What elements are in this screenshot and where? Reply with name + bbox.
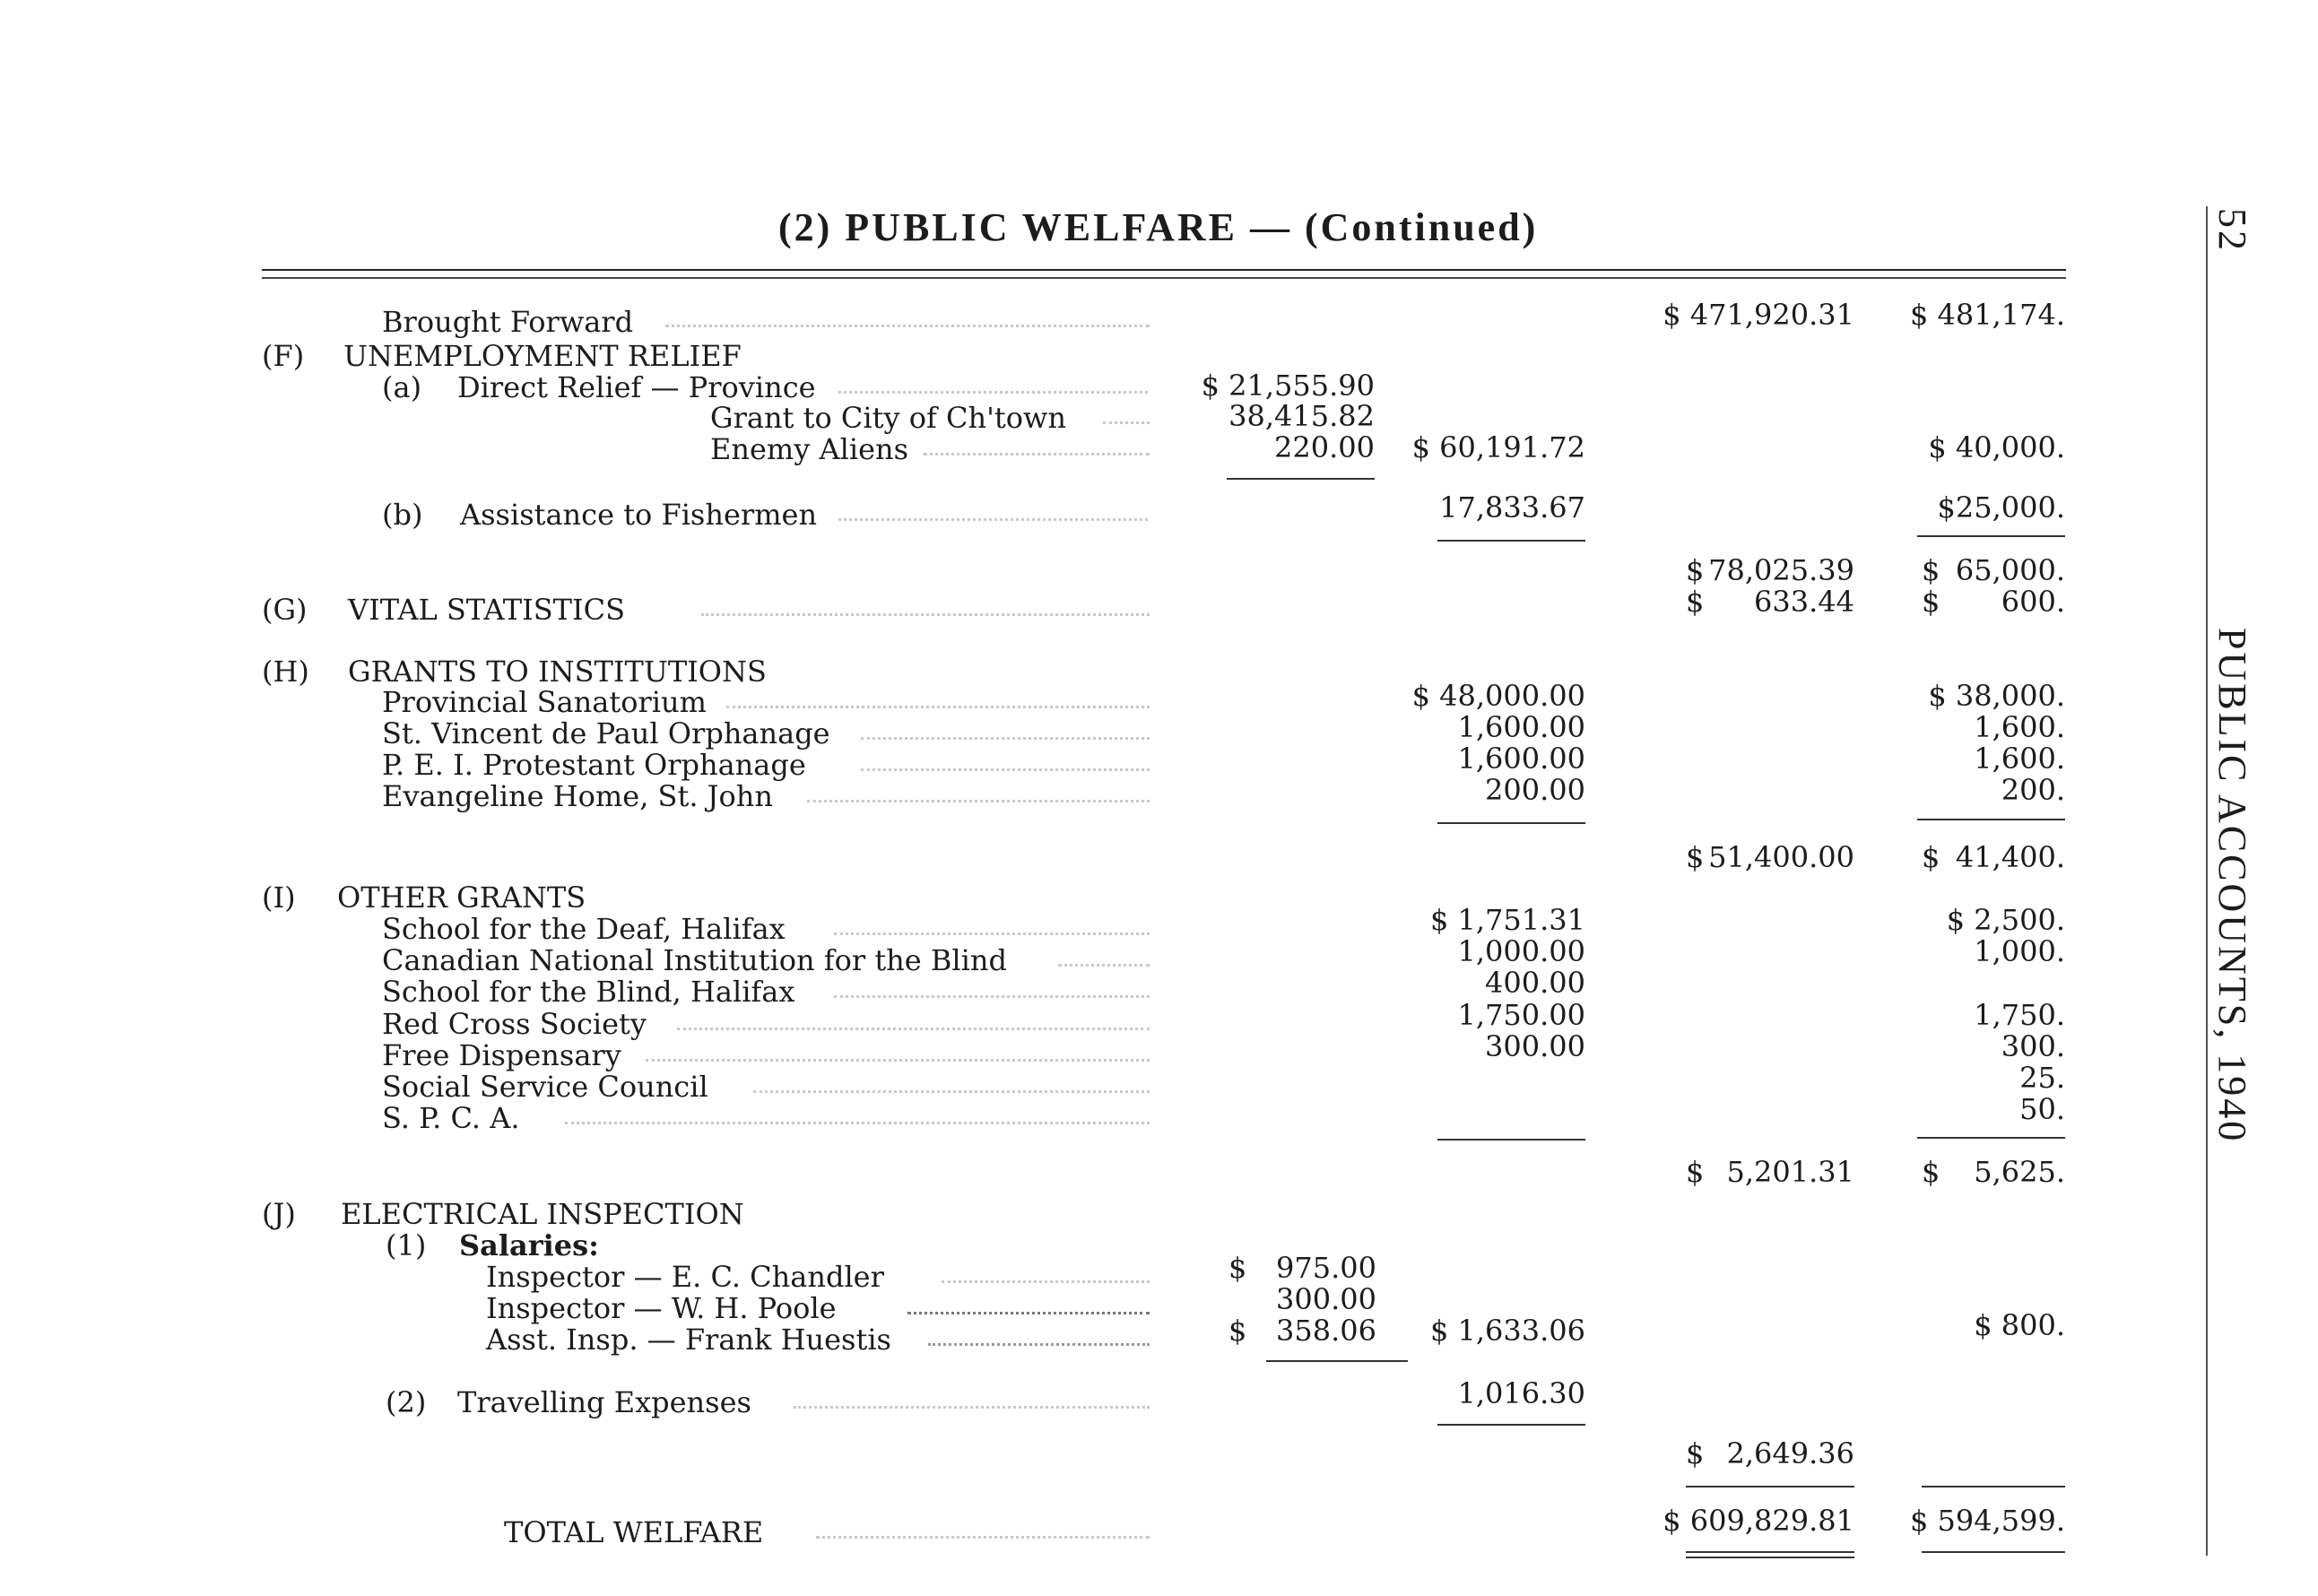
subtotal-rule: [1227, 478, 1375, 480]
section-f-a-letter: (a): [382, 370, 422, 404]
section-j-letter: (J): [262, 1197, 296, 1231]
salaries-number: (1): [386, 1228, 427, 1262]
total-rule: [1686, 1557, 1854, 1558]
section-h-estimate: 41,400.: [1955, 840, 2065, 874]
fishermen-amount: 17,833.67: [1439, 490, 1585, 525]
page-number: 52: [2210, 208, 2254, 253]
section-f-b-letter: (b): [382, 498, 423, 532]
list-item-label: School for the Deaf, Halifax: [382, 912, 786, 946]
enemy-aliens-label: Enemy Aliens: [710, 432, 909, 466]
section-i-heading: OTHER GRANTS: [337, 880, 586, 915]
leader-dots: [861, 737, 1150, 740]
total-welfare-amount: $ 609,829.81: [1663, 1504, 1854, 1538]
list-item-label: Inspector — E. C. Chandler: [486, 1260, 884, 1294]
section-g-dollar: $: [1686, 585, 1705, 619]
list-item-estimate: 1,750.: [1974, 998, 2065, 1032]
list-item-estimate: 300.: [2001, 1029, 2065, 1063]
leader-dots: [794, 1406, 1150, 1409]
fishermen-estimate: $25,000.: [1937, 490, 2065, 525]
direct-relief-subtotal: $ 60,191.72: [1411, 430, 1585, 464]
section-i-total-dollar: $: [1686, 1155, 1705, 1189]
leader-dots: [924, 453, 1150, 455]
leader-dots: [834, 995, 1150, 998]
list-item-estimate: 1,600.: [1974, 710, 2065, 744]
subtotal-rule: [1266, 1360, 1408, 1362]
total-rule: [1922, 1486, 2065, 1488]
header-rule-top: [262, 269, 2066, 271]
list-item-amount: 300.00: [1276, 1282, 1376, 1316]
list-item-amount: 200.00: [1485, 773, 1585, 807]
section-h-letter: (H): [262, 655, 309, 689]
total-rule: [1686, 1486, 1854, 1488]
list-item-label: Provincial Sanatorium: [382, 685, 707, 719]
page-title: (2) PUBLIC WELFARE — (Continued): [778, 205, 1539, 249]
subtotal-rule: [1917, 819, 2065, 820]
section-f-estimate: 65,000.: [1955, 553, 2065, 587]
leader-dots: [665, 325, 1150, 327]
leader-dots: [565, 1122, 1150, 1124]
salaries-estimate: $ 800.: [1974, 1308, 2065, 1342]
leader-dots: [942, 1280, 1150, 1283]
list-item-estimate: $ 38,000.: [1928, 679, 2065, 713]
list-item-amount: 1,600.00: [1457, 742, 1585, 776]
list-item-estimate: 1,600.: [1974, 742, 2065, 776]
list-item-label: Evangeline Home, St. John: [382, 779, 773, 813]
section-f-estimate-dollar: $: [1922, 553, 1940, 587]
brought-forward-total: $ 471,920.31: [1663, 298, 1854, 332]
list-item-estimate: 200.: [2001, 773, 2065, 807]
total-welfare-estimate: $ 594,599.: [1909, 1504, 2065, 1538]
list-item-amount: 300.00: [1485, 1029, 1585, 1063]
subtotal-rule: [1437, 1424, 1585, 1426]
brought-forward-label: Brought Forward: [382, 305, 634, 339]
direct-relief-amount: $ 21,555.90: [1201, 369, 1375, 403]
side-title: PUBLIC ACCOUNTS, 1940: [2210, 628, 2254, 1144]
leader-dots: [726, 706, 1150, 708]
travelling-amount: 1,016.30: [1457, 1376, 1585, 1410]
list-item-label: Social Service Council: [382, 1070, 708, 1104]
direct-relief-label: Direct Relief — Province: [457, 370, 816, 404]
grant-city-amount: 38,415.82: [1228, 399, 1375, 433]
section-i-estimate: 5,625.: [1974, 1155, 2065, 1189]
list-item-amount: $ 1,751.31: [1429, 903, 1585, 937]
section-i-total: 5,201.31: [1726, 1155, 1854, 1189]
list-item-label: School for the Blind, Halifax: [382, 975, 795, 1009]
brought-forward-estimate: $ 481,174.: [1909, 298, 2065, 332]
leader-dots: [1058, 964, 1150, 967]
list-item-label: P. E. I. Protestant Orphanage: [382, 748, 806, 782]
section-h-total-dollar: $: [1686, 840, 1705, 874]
grant-city-label: Grant to City of Ch'town: [710, 401, 1066, 435]
section-f-total: 78,025.39: [1708, 553, 1854, 587]
list-item-label: Asst. Insp. — Frank Huestis: [486, 1323, 891, 1357]
section-g-estimate-dollar: $: [1922, 585, 1940, 619]
leader-dots: [816, 1536, 1150, 1539]
direct-relief-estimate: $ 40,000.: [1928, 430, 2065, 464]
leader-dots: [838, 391, 1148, 394]
section-i-estimate-dollar: $: [1922, 1155, 1940, 1189]
leader-dots: [834, 932, 1150, 935]
enemy-aliens-amount: 220.00: [1274, 430, 1375, 464]
leader-dots: [928, 1343, 1150, 1346]
leader-dots: [861, 768, 1150, 771]
list-item-estimate: 50.: [2019, 1092, 2065, 1126]
total-rule: [1922, 1551, 2065, 1553]
list-item-amount: 1,000.00: [1457, 934, 1585, 968]
leader-dots: [753, 1090, 1150, 1093]
section-j-total-dollar: $: [1686, 1436, 1705, 1470]
section-f-letter: (F): [262, 339, 305, 373]
header-rule-bottom: [262, 277, 2066, 279]
fishermen-label: Assistance to Fishermen: [460, 498, 818, 532]
list-item-label: Free Dispensary: [382, 1038, 621, 1072]
salaries-label: Salaries:: [459, 1228, 599, 1262]
section-f-total-dollar: $: [1686, 553, 1705, 587]
list-item-amount: 358.06: [1276, 1314, 1376, 1348]
leader-dots: [838, 518, 1148, 521]
section-h-heading: GRANTS TO INSTITUTIONS: [348, 655, 767, 689]
subtotal-rule: [1917, 535, 2065, 537]
list-item-amount: 1,600.00: [1457, 710, 1585, 744]
list-item-label: Inspector — W. H. Poole: [486, 1291, 837, 1325]
section-g-estimate: 600.: [2001, 585, 2065, 619]
section-g-heading: VITAL STATISTICS: [348, 593, 626, 627]
leader-dots: [907, 1312, 1150, 1314]
list-item-amount: 975.00: [1276, 1251, 1376, 1285]
section-j-heading: ELECTRICAL INSPECTION: [341, 1197, 744, 1231]
leader-dots: [701, 613, 1150, 616]
subtotal-rule: [1437, 1139, 1585, 1141]
list-item-amount: 400.00: [1485, 966, 1585, 1000]
total-rule: [1686, 1551, 1854, 1553]
list-item-amount: 1,750.00: [1457, 998, 1585, 1032]
section-g-amount: 633.44: [1754, 585, 1854, 619]
section-h-total: 51,400.00: [1708, 840, 1854, 874]
list-item-estimate: 1,000.: [1974, 934, 2065, 968]
travelling-label: Travelling Expenses: [457, 1385, 751, 1419]
total-welfare-label: TOTAL WELFARE: [504, 1515, 764, 1549]
salaries-subtotal: $ 1,633.06: [1429, 1314, 1585, 1348]
list-item-label: St. Vincent de Paul Orphanage: [382, 716, 830, 750]
list-item-label: S. P. C. A.: [382, 1101, 520, 1135]
leader-dots: [807, 800, 1150, 802]
list-item-dollar: $: [1228, 1251, 1247, 1285]
list-item-estimate: $ 2,500.: [1946, 903, 2065, 937]
section-j-total: 2,649.36: [1726, 1436, 1854, 1470]
list-item-estimate: 25.: [2019, 1061, 2065, 1095]
subtotal-rule: [1917, 1137, 2065, 1139]
list-item-label: Red Cross Society: [382, 1007, 647, 1041]
section-h-estimate-dollar: $: [1922, 840, 1940, 874]
list-item-dollar: $: [1228, 1314, 1247, 1348]
section-i-letter: (I): [262, 880, 296, 915]
section-g-letter: (G): [262, 593, 308, 627]
subtotal-rule: [1437, 540, 1585, 542]
list-item-label: Canadian National Institution for the Blind: [382, 943, 1007, 977]
leader-dots: [1103, 421, 1150, 424]
margin-rule: [2206, 206, 2208, 1556]
travelling-number: (2): [386, 1385, 427, 1419]
leader-dots: [677, 1028, 1150, 1030]
section-f-heading: UNEMPLOYMENT RELIEF: [343, 339, 742, 373]
subtotal-rule: [1437, 822, 1585, 824]
list-item-amount: $ 48,000.00: [1411, 679, 1585, 713]
leader-dots: [646, 1059, 1150, 1062]
